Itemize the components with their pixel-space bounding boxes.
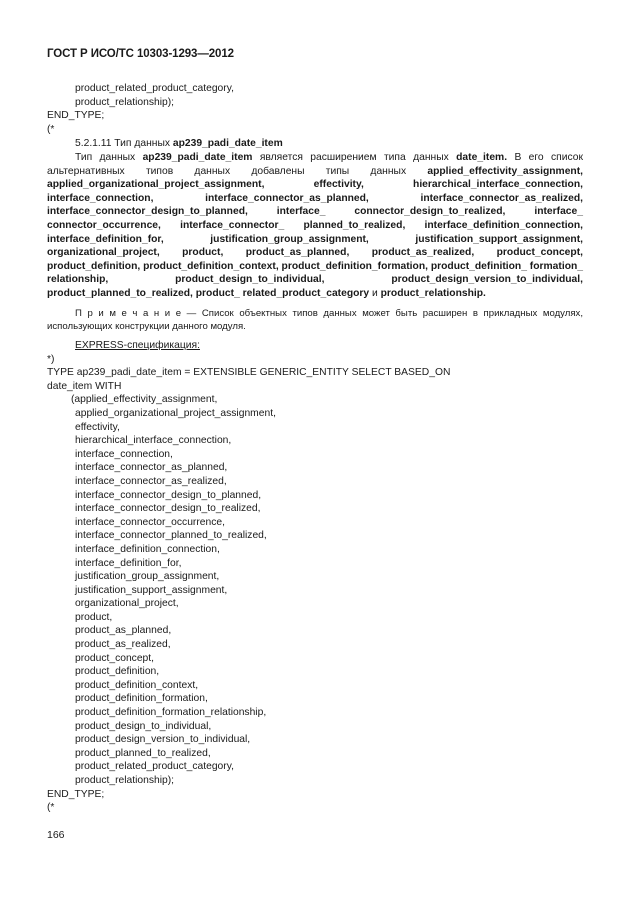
code-line: product_definition_formation_relationship, [75, 707, 267, 719]
code-line: organizational_project, [75, 598, 179, 610]
express-label: EXPRESS-спецификация: [75, 340, 200, 351]
standard-header: ГОСТ Р ИСО/ТС 10303-1293—2012 [47, 48, 234, 60]
code-line: product_concept, [75, 652, 154, 664]
note-text: — Список объектных типов данных может быть расширен в прикладных модулях, использующих конструкции данного модуля. [47, 308, 584, 332]
code-line: product_related_product_category, [75, 761, 234, 773]
code-line: product_relationship); [75, 775, 175, 786]
code-line: product_related_product_category, [75, 83, 234, 94]
section-heading [47, 137, 583, 151]
code-line: hierarchical_interface_connection, [75, 435, 232, 447]
section-type-name: ap239_padi_date_item [172, 138, 283, 149]
code-line: product_definition, [75, 666, 160, 678]
code-line: (* [47, 802, 55, 814]
top-code-block [47, 82, 583, 136]
code-line: (* [47, 123, 55, 135]
code-line: interface_connector_occurrence, [75, 516, 225, 528]
code-line: *) [47, 353, 55, 365]
code-line: interface_connector_design_to_planned, [75, 489, 262, 501]
code-line: interface_connector_design_to_realized, [75, 503, 261, 515]
note-label: П р и м е ч а н и е [75, 308, 182, 319]
type-list: applied_effectivity_assignment, applied_organizational_project_assignment, effectivity, hierarchical_interface_connection, interface_connection, interface_connector_as_planned, interface_connector_as_realized, interface_connector_design_to_planned, interface_ connector_design_to_realized, interface_ connector_occurrence, interface_connector_ planned_to_realized, interface_definition_connection, interface_definition_for, justification_group_assignment, justification_support_assignment, organizational_project, product, product_as_planned, product_as_realized, product_concept, product_definition, product_definition_context, product_definition_formation, product_definition_ formation_ relationship, product_design_to_individual, product_design_version_to_individual, product_planned_to_realized, product_ related_product_category [47, 165, 584, 299]
code-line: (applied_effectivity_assignment, [71, 394, 218, 406]
code-line: product_as_realized, [75, 639, 171, 651]
code-line: effectivity, [75, 421, 120, 433]
code-line: interface_connector_as_realized, [75, 475, 227, 487]
page-number: 166 [47, 829, 65, 841]
code-line: product, [75, 611, 113, 623]
code-line: interface_connection, [75, 448, 173, 460]
code-line: product_planned_to_realized, [75, 747, 211, 759]
express-block [47, 339, 583, 815]
code-line: interface_definition_connection, [75, 543, 220, 555]
section-paragraph: Тип данных ap239_padi_date_item является расширением типа данных date_item. В его список альтернативных типов данных добавлены типы данных applied_effectivity_assignment, applied_organizational_project_assignment, effectivity, hierarchical_interface_connection, interface_connection, interface_connector_as_planned, interface_connector_as_realized, interface_connector_design_to_planned, interface_ connector_design_to_realized, interface_ connector_occurrence, interface_connector_ planned_to_realized, interface_definition_connection, interface_definition_for, justification_group_assignment, justification_support_assignment, organizational_project, product, product_as_planned, product_as_realized, product_concept, product_definition, product_definition_context, product_definition_formation, product_definition_ formation_ relationship, product_design_to_individual, product_design_version_to_individual, product_planned_to_realized, product_ related_product_category и product_relationship. [47, 152, 584, 299]
code-line: date_item WITH [47, 380, 122, 392]
code-line: justification_support_assignment, [75, 584, 228, 596]
code-line: interface_connector_planned_to_realized, [75, 530, 267, 542]
code-line: product_design_version_to_individual, [75, 734, 251, 746]
code-line: TYPE ap239_padi_date_item = EXTENSIBLE GENERIC_ENTITY SELECT BASED_ON [47, 367, 451, 379]
note-paragraph [47, 307, 583, 333]
code-line: END_TYPE; [47, 110, 105, 122]
code-line: applied_organizational_project_assignment, [75, 407, 276, 419]
code-line: product_as_planned, [75, 625, 172, 637]
code-line: product_definition_formation, [75, 693, 208, 705]
code-line: product_definition_context, [75, 679, 199, 691]
code-line: justification_group_assignment, [75, 571, 220, 583]
code-line: END_TYPE; [47, 788, 105, 800]
code-line: product_relationship); [75, 96, 175, 108]
code-line: interface_connector_as_planned, [75, 462, 228, 474]
section-number-title: 5.2.1.11 Тип данных [75, 138, 173, 149]
code-line: interface_definition_for, [75, 557, 182, 569]
code-line: product_design_to_individual, [75, 720, 212, 732]
